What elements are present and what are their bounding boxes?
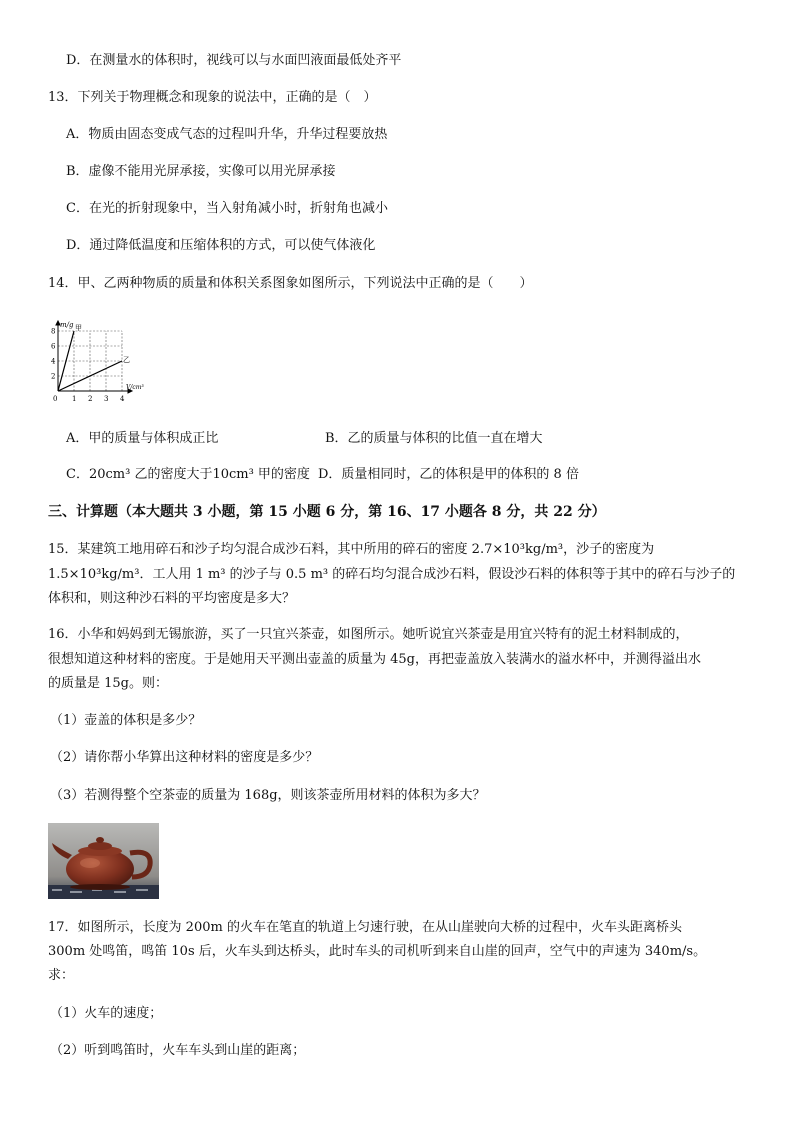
x-tick-label: 3: [104, 395, 109, 403]
y-axis-label: m/g: [60, 321, 74, 329]
series-label-1: 甲: [75, 324, 82, 332]
q14-option-c: C．20cm³ 乙的密度大于10cm³ 甲的密度: [66, 467, 310, 482]
q13-option-b: B．虚像不能用光屏承接，实像可以用光屏承接: [66, 164, 336, 179]
q13-stem: 13．下列关于物理概念和现象的说法中，正确的是（ ）: [48, 90, 377, 105]
teapot-photo: [48, 823, 159, 899]
q14-stem: 14．甲、乙两种物质的质量和体积关系图象如图所示，下列说法中正确的是（ ）: [48, 276, 533, 291]
origin-label: 0: [53, 395, 58, 403]
x-tick-label: 4: [120, 395, 125, 403]
q17-sub-2: （2）听到鸣笛时，火车车头到山崖的距离；: [50, 1043, 306, 1058]
mass-volume-graph: [46, 311, 158, 407]
y-tick-label: 6: [51, 342, 56, 351]
q13-option-c: C．在光的折射现象中，当入射角减小时，折射角也减小: [66, 201, 388, 216]
q15-line-2: 1.5×10³kg/m³．工人用 1 m³ 的沙子与 0.5 m³ 的碎石均匀混合成沙石料，假设沙石料的体积等于其中的碎石与沙子的: [48, 567, 736, 582]
x-tick-label: 1: [72, 395, 77, 403]
y-tick-label: 4: [51, 357, 56, 366]
q17-line-3: 求：: [48, 968, 75, 983]
q12-option-d: D．在测量水的体积时，视线可以与水面凹液面最低处齐平: [66, 53, 402, 68]
q17-sub-1: （1）火车的速度；: [50, 1006, 163, 1021]
q13-option-d: D．通过降低温度和压缩体积的方式，可以使气体液化: [66, 238, 376, 253]
q14-option-a: A．甲的质量与体积成正比: [66, 431, 219, 446]
graph-grid: [58, 331, 122, 391]
q16-line-2: 很想知道这种材料的密度。于是她用天平测出壶盖的质量为 45g，再把壶盖放入装满水的溢水杯中，并测得溢出水: [48, 652, 701, 667]
q17-line-2: 300m 处鸣笛，鸣笛 10s 后，火车头到达桥头，此时车头的司机听到来自山崖的回声，空气中的声速为 340m/s。: [48, 944, 707, 959]
q16-sub-2: （2）请你帮小华算出这种材料的密度是多少？: [50, 750, 319, 765]
series-line-1: [58, 331, 74, 391]
q14-option-d: D．质量相同时，乙的体积是甲的体积的 8 倍: [318, 467, 579, 482]
y-tick-label: 8: [51, 327, 56, 336]
q15-line-3: 体积和，则这种沙石料的平均密度是多大？: [48, 591, 296, 606]
q16-line-3: 的质量是 15g。则：: [48, 676, 168, 691]
q15-line-1: 15．某建筑工地用碎石和沙子均匀混合成沙石料，其中所用的碎石的密度 2.7×10³kg/m³，沙子的密度为: [48, 542, 655, 557]
q13-option-a: A．物质由固态变成气态的过程叫升华，升华过程要放热: [66, 127, 388, 142]
q16-line-1: 16．小华和妈妈到无锡旅游，买了一只宜兴茶壶，如图所示。她听说宜兴茶壶是用宜兴特有的泥土材料制成的，: [48, 627, 689, 642]
q16-sub-3: （3）若测得整个空茶壶的质量为 168g，则该茶壶所用材料的体积为多大？: [50, 788, 486, 803]
q17-line-1: 17．如图所示，长度为 200m 的火车在笔直的轨道上匀速行驶，在从山崖驶向大桥的过程中，火车头距离桥头: [48, 920, 682, 935]
section-3-heading: 三、计算题（本大题共 3 小题，第 15 小题 6 分，第 16、17 小题各 8 分，共 22 分）: [48, 504, 606, 520]
y-tick-label: 2: [51, 372, 56, 381]
q14-option-b: B．乙的质量与体积的比值一直在增大: [325, 431, 543, 446]
series-label-2: 乙: [123, 356, 130, 364]
x-tick-label: 2: [88, 395, 93, 403]
x-axis-label: V/cm³: [126, 384, 144, 391]
q16-sub-1: （1）壶盖的体积是多少？: [50, 713, 202, 728]
